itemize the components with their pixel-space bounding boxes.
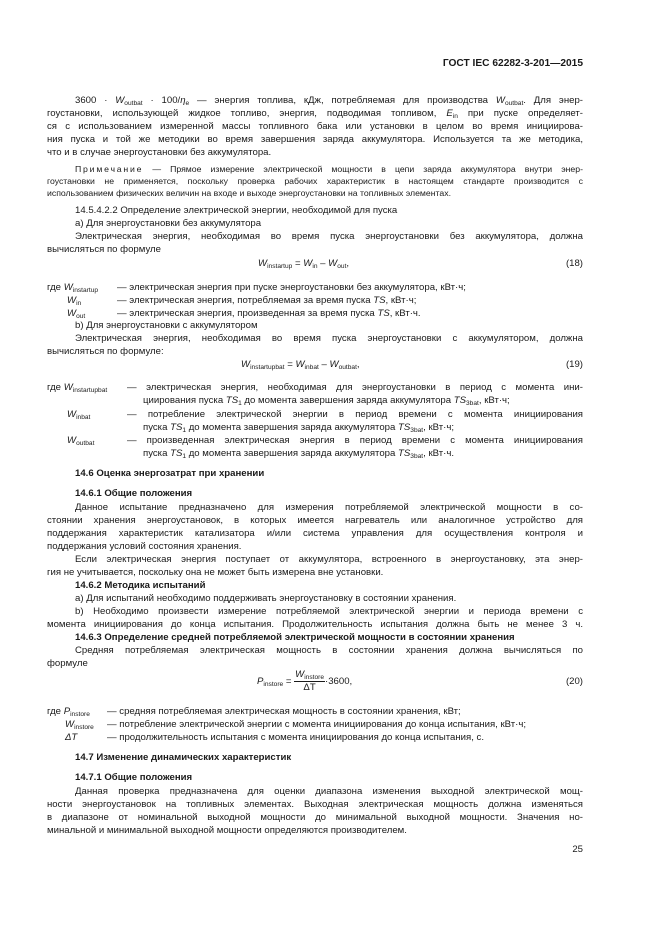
where-19-def-3-line-1: — произведенная электрическая энергия в период времени с момента инициирования	[127, 435, 583, 446]
where-19-def-1-line-1: — электрическая энергия, необходимая для энергоустановки в период с момента ини-	[127, 382, 583, 393]
equation-20: $P_{instore}$ = $\frac{W_{instore}}{\Delta T}$ ·3600,	[257, 669, 353, 693]
section-14-6-1-heading: 14.6.1 Общие положения	[75, 488, 193, 499]
where-19-symbol-2: $W_{inbat}$	[67, 409, 91, 421]
s146-p1-line-4: поддержания условий состояния хранения.	[47, 541, 242, 552]
s146-p2-line-2: гия не учитывается, поскольку она не может быть измерена вне установки.	[47, 567, 384, 578]
s146-item-b-line-1: b) Необходимо произвести измерение потребляемой электрической энергии и периода времени с	[75, 606, 583, 617]
section-14-6-2-heading: 14.6.2 Методика испытаний	[75, 580, 206, 591]
where-18-def-2: — электрическая энергия, потребляемая за время пуска TS, кВт·ч;	[117, 295, 417, 306]
page-number: 25	[572, 844, 583, 855]
where-18-symbol-3: $W_{out}$	[67, 308, 86, 320]
where-20-symbol-1: где $P_{instore}$	[47, 706, 90, 718]
item-a-no-battery: а) Для энергоустановки без аккумулятора	[75, 218, 262, 229]
section-14-7-1-heading: 14.7.1 Общие положения	[75, 772, 193, 783]
para-start-energy-line-1: Электрическая энергия, необходимая во время пуска энергоустановки без аккумулятора, должна	[75, 231, 583, 242]
equation-19-number: (19)	[565, 359, 583, 370]
para-start-energy-line-2: вычисляться по формуле	[47, 244, 161, 255]
note-line-2: гоустановки не применяется, поскольку проверка рабочих характеристик в настоящем стандарте производится с	[47, 176, 583, 186]
where-18-def-1: — электрическая энергия при пуске энергоустановки без аккумулятора, кВт·ч;	[117, 282, 466, 293]
para-battery-line-1: Электрическая энергия, необходимая во время пуска энергоустановки с аккумулятором, должна	[75, 333, 583, 344]
note-label: Примечание	[75, 164, 144, 174]
section-14-7-heading: 14.7 Изменение динамических характеристик	[75, 752, 292, 763]
where-19-symbol-1: где $W_{instartupbat}$	[47, 382, 108, 394]
s147-line-4: минальной и минимальной выходной мощности определяются производителем.	[47, 825, 407, 836]
where-19-symbol-3: $W_{outbat}$	[67, 435, 95, 447]
section-14-6-heading: 14.6 Оценка энергозатрат при хранении	[75, 468, 265, 479]
where-19-def-3-line-2: пуска $TS_1$ до момента завершения заряда аккумулятора $TS_{3bat}$, кВт·ч.	[143, 448, 454, 460]
fuel-def-line-2: гоустановки, использующей жидкое топливо, энергия, подводимая топливом, $E_{in}$ при пуске определяет-	[47, 108, 583, 120]
where-18-symbol-1: где $W_{instartup}$	[47, 282, 99, 294]
where-20-def-2: — потребление электрической энергии с момента инициирования до конца испытания, кВт·ч;	[107, 719, 527, 730]
s147-line-2: ности энергоустановок на топливных элементах. Выходная электрическая мощность должна изменяться	[47, 799, 583, 810]
where-19-def-2-line-2: пуска $TS_1$ до момента завершения заряда аккумулятора $TS_{3bat}$, кВт·ч;	[143, 422, 454, 434]
section-14-6-3-heading: 14.6.3 Определение средней потребляемой электрической мощности в состоянии хранения	[75, 632, 515, 643]
fuel-def-line-1: $3600 \cdot W_{outbat} \cdot 100/\eta_e$ — энергия топлива, кДж, потребляемая для производства $W_{outbat}$. Для энер-	[75, 95, 583, 107]
note-line-3: использованием физических величин на входе и выходе энергоустановки на топливных элементах.	[47, 188, 452, 198]
para-battery-line-2: вычисляться по формуле:	[47, 346, 164, 357]
where-20-def-1: — средняя потребляемая электрическая мощность в состоянии хранения, кВт;	[107, 706, 461, 717]
equation-18: $W_{instartup} = W_{in} - W_{out}$,	[258, 258, 350, 270]
equation-18-number: (18)	[565, 258, 583, 269]
item-b-with-battery: b) Для энергоустановки с аккумулятором	[75, 320, 258, 331]
where-18-def-3: — электрическая энергия, произведенная за время пуска TS, кВт·ч.	[117, 308, 421, 319]
s146-p1-line-2: стоянии хранения энергоустановок, в которых имеется нагреватель или аналогичное устройство для	[47, 515, 583, 526]
equation-20-number: (20)	[565, 676, 583, 687]
fuel-def-line-4: ния пуска и той же методики во время завершения заряда аккумулятора. Используется та же методика,	[47, 134, 583, 145]
where-18-symbol-2: $W_{in}$	[67, 295, 82, 307]
where-19-def-2-line-1: — потребление электрической энергии в период времени с момента инициирования	[127, 409, 584, 420]
note-line-1: Примечание — Прямое измерение электрической мощности в цепи заряда аккумулятора внутри энер-	[75, 164, 583, 174]
s146-item-a: а) Для испытаний необходимо поддерживать энергоустановку в состоянии хранения.	[75, 593, 457, 604]
s146-p2-line-1: Если электрическая энергия поступает от аккумулятора, встроенного в энергоустановку, эта энер-	[75, 554, 583, 565]
where-19-def-1-line-2: циирования пуска $TS_1$ до момента завершения заряда аккумулятора $TS_{3bat}$, кВт·ч;	[143, 395, 510, 407]
fuel-def-line-3: ся с использованием измеренной массы топливного бака или установки в целом во время инициирова-	[47, 121, 583, 132]
equation-19: $W_{instartupbat} = W_{inbat} - W_{outbat}$,	[241, 359, 360, 371]
section-14-5-4-2-2-heading: 14.5.4.2.2 Определение электрической энергии, необходимой для пуска	[75, 205, 398, 216]
where-20-symbol-2: $W_{instore}$	[65, 719, 94, 731]
s146-p3-line-2: формуле	[47, 658, 88, 669]
fuel-def-line-5: что и в случае энергоустановки без аккумулятора.	[47, 147, 272, 158]
s146-p1-line-3: поддержания характеристик катализатора и/или система управления для осуществления контроля и	[47, 528, 583, 539]
standard-header: ГОСТ IEC 62282-3-201—2015	[442, 58, 583, 69]
where-20-def-3: — продолжительность испытания с момента инициирования до конца испытания, с.	[107, 732, 484, 743]
s147-line-1: Данная проверка предназначена для оценки диапазона изменения выходной электрической мощ-	[75, 786, 583, 797]
s146-item-b-line-2: момента инициирования до конца испытания. Продолжительность испытания должна быть не менее 3 ч.	[47, 619, 583, 630]
where-20-symbol-3: ΔT	[65, 732, 78, 743]
equation-20-fraction: $\frac{W_{instore}}{\Delta T}$	[295, 669, 324, 693]
s146-p1-line-1: Данное испытание предназначено для измерения потребляемой электрической мощности в со-	[75, 502, 583, 513]
s147-line-3: в диапазоне от номинальной выходной мощности до минимальной выходной мощности. Значения но-	[47, 812, 583, 823]
s146-p3-line-1: Средняя потребляемая электрическая мощность в состоянии хранения должна вычисляться по	[75, 645, 583, 656]
